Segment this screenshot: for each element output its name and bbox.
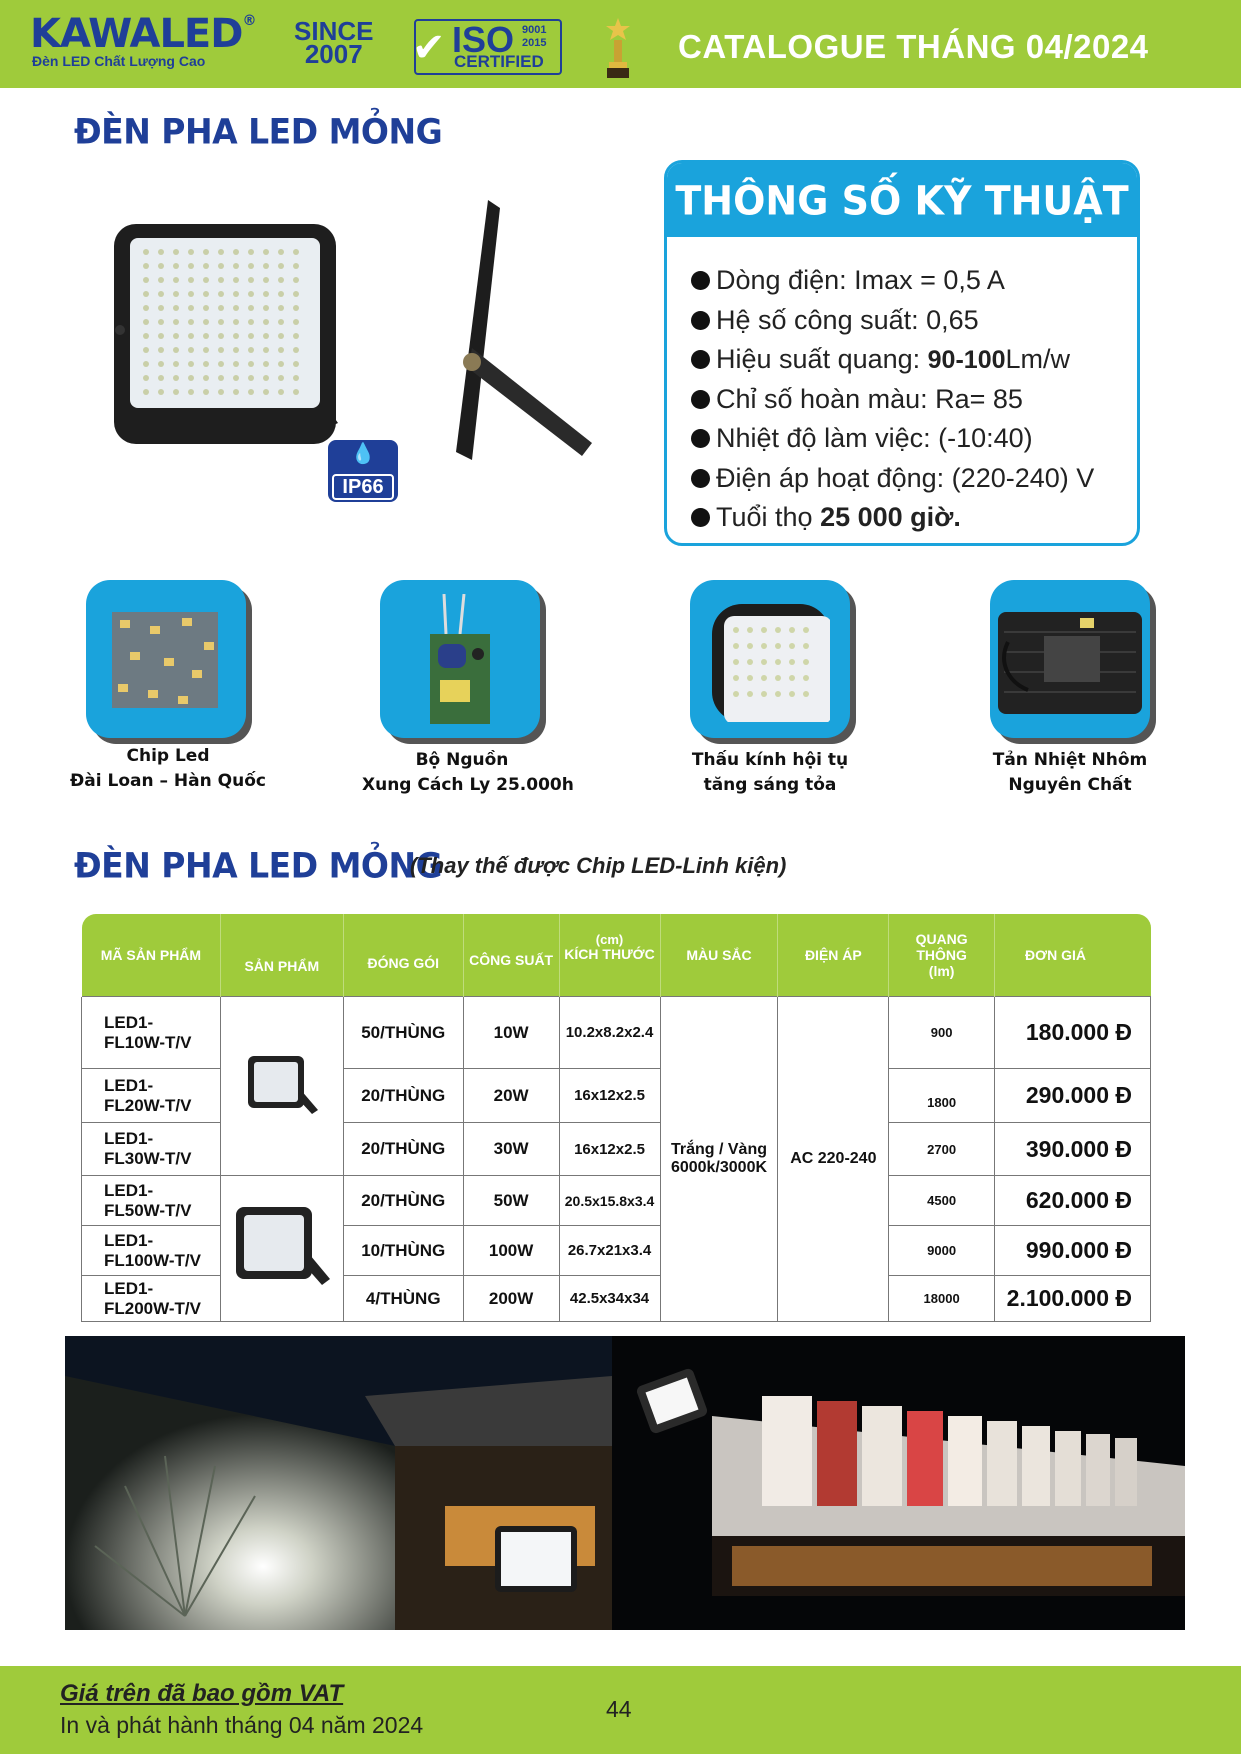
col-header: (cm) KÍCH THƯỚC [559, 914, 660, 997]
lumen-cell: 2700 [889, 1123, 995, 1176]
price-cell: 180.000 Đ [995, 997, 1151, 1069]
pack-cell: 10/THÙNG [343, 1226, 463, 1276]
power-cell: 30W [463, 1123, 559, 1176]
size-cell: 26.7x21x3.4 [559, 1226, 660, 1276]
pack-cell: 4/THÙNG [343, 1276, 463, 1322]
product-code: LED1- FL10W-T/V [82, 997, 221, 1069]
size-cell: 42.5x34x34 [559, 1276, 660, 1322]
power-cell: 100W [463, 1226, 559, 1276]
size-cell: 16x12x2.5 [559, 1123, 660, 1176]
specs-list [691, 261, 1094, 538]
bullet-icon [691, 311, 710, 330]
power-cell: 20W [463, 1069, 559, 1123]
size-cell: 10.2x8.2x2.4 [559, 997, 660, 1069]
lumen-cell: 18000 [889, 1276, 995, 1322]
spec-item: Hiệu suất quang: 90-100Lm/w [691, 340, 1094, 380]
spec-item: Hệ số công suất: 0,65 [691, 301, 1094, 341]
trophy-icon [604, 18, 632, 78]
product-code: LED1- FL50W-T/V [82, 1176, 221, 1226]
product-code: LED1- FL100W-T/V [82, 1226, 221, 1276]
bullet-icon [691, 429, 710, 448]
size-cell: 16x12x2.5 [559, 1069, 660, 1123]
since-badge: SINCE 2007 [294, 16, 374, 69]
spec-item: Dòng điện: Imax = 0,5 A [691, 261, 1094, 301]
pack-cell: 20/THÙNG [343, 1123, 463, 1176]
col-header: MÃ SẢN PHẨM [82, 914, 221, 997]
driver-board-image [424, 594, 496, 724]
product-thumb-small [220, 997, 343, 1176]
price-table [81, 914, 1151, 1322]
product-thumb-large [220, 1176, 343, 1322]
pack-cell: 20/THÙNG [343, 1069, 463, 1123]
col-header: ĐIỆN ÁP [778, 914, 889, 997]
checkmark-icon: ✔ [412, 26, 446, 70]
bullet-icon [691, 271, 710, 290]
col-header: ĐÓNG GÓI [343, 914, 463, 997]
iso-years: 9001 2015 [522, 24, 547, 49]
issue-note: In và phát hành tháng 04 năm 2024 [60, 1712, 424, 1738]
col-header: ĐƠN GIÁ [995, 914, 1151, 997]
iso-label: ISO [452, 19, 515, 60]
bullet-icon [691, 390, 710, 409]
price-cell: 290.000 Đ [995, 1069, 1151, 1123]
section-title: ĐÈN PHA LED MỎNG [74, 845, 443, 886]
price-cell: 990.000 Đ [995, 1226, 1151, 1276]
spec-item: Chỉ số hoàn màu: Ra= 85 [691, 380, 1094, 420]
page-number: 44 [606, 1696, 632, 1722]
product-code: LED1- FL20W-T/V [82, 1069, 221, 1123]
feature-lens [690, 580, 850, 738]
spec-item: Điện áp hoạt động: (220-240) V [691, 459, 1094, 499]
floodlight-front-image [108, 218, 378, 458]
feature-caption: Thấu kính hội tụ tăng sáng tỏa [691, 750, 849, 795]
col-header: CÔNG SUẤT [463, 914, 559, 997]
pack-cell: 50/THÙNG [343, 997, 463, 1069]
feature-heatsink [990, 580, 1150, 738]
price-cell: 620.000 Đ [995, 1176, 1151, 1226]
specs-panel [664, 160, 1140, 546]
iso-certified-label: CERTIFIED [454, 52, 544, 71]
lumen-cell: 4500 [889, 1176, 995, 1226]
garden-night-photo [65, 1336, 612, 1630]
floodlight-thumbnail [244, 1052, 320, 1116]
price-cell: 390.000 Đ [995, 1123, 1151, 1176]
floodlight-thumbnail [232, 1203, 332, 1289]
ip66-badge: 💧 IP66 [328, 440, 398, 502]
power-cell: 200W [463, 1276, 559, 1322]
bullet-icon [691, 469, 710, 488]
table-header-row [82, 914, 1151, 997]
price-cell: 2.100.000 Đ [995, 1276, 1151, 1322]
feature-caption: Chip Led Đài Loan – Hàn Quốc [70, 746, 266, 791]
col-header: MÀU SẮC [660, 914, 778, 997]
led-chip-image [112, 612, 218, 708]
product-code: LED1- FL200W-T/V [82, 1276, 221, 1322]
section-title: ĐÈN PHA LED MỎNG [74, 111, 443, 152]
restaurant-night-photo [612, 1336, 1185, 1630]
size-cell: 20.5x15.8x3.4 [559, 1176, 660, 1226]
power-cell: 50W [463, 1176, 559, 1226]
table-row [82, 997, 1151, 1069]
floodlight-side-image [442, 198, 602, 460]
power-cell: 10W [463, 997, 559, 1069]
feature-power-supply [380, 580, 540, 738]
vat-note: Giá trên đã bao gồm VAT [60, 1680, 344, 1707]
catalogue-title: CATALOGUE THÁNG 04/2024 [678, 28, 1149, 65]
feature-chip-led [86, 580, 246, 738]
brand-logo: KAWALED® [30, 11, 256, 57]
brand-tagline: Đèn LED Chất Lượng Cao [32, 53, 206, 69]
bullet-icon [691, 508, 710, 527]
color-cell: Trắng / Vàng 6000k/3000K [660, 997, 778, 1322]
section-subtitle: (Thay thế được Chip LED-Linh kiện) [410, 853, 787, 878]
voltage-cell: AC 220-240 [778, 997, 889, 1322]
spec-item: Tuổi thọ 25 000 giờ. [691, 498, 1094, 538]
water-drop-icon: 💧 [350, 443, 376, 465]
feature-caption: Tản Nhiệt Nhôm Nguyên Chất [992, 750, 1148, 795]
specs-title: THÔNG SỐ KỸ THUẬT [675, 177, 1129, 225]
feature-caption: Bộ Nguồn Xung Cách Ly 25.000h [362, 750, 574, 795]
lumen-cell: 1800 [889, 1069, 995, 1123]
col-header: SẢN PHẨM [220, 914, 343, 997]
lumen-cell: 900 [889, 997, 995, 1069]
lens-closeup-image [712, 604, 830, 722]
product-code: LED1- FL30W-T/V [82, 1123, 221, 1176]
col-header: QUANG THÔNG (lm) [889, 914, 995, 997]
lumen-cell: 9000 [889, 1226, 995, 1276]
pack-cell: 20/THÙNG [343, 1176, 463, 1226]
table-row [82, 1176, 1151, 1226]
heatsink-image [998, 612, 1142, 714]
spec-item: Nhiệt độ làm việc: (-10:40) [691, 419, 1094, 459]
bullet-icon [691, 350, 710, 369]
